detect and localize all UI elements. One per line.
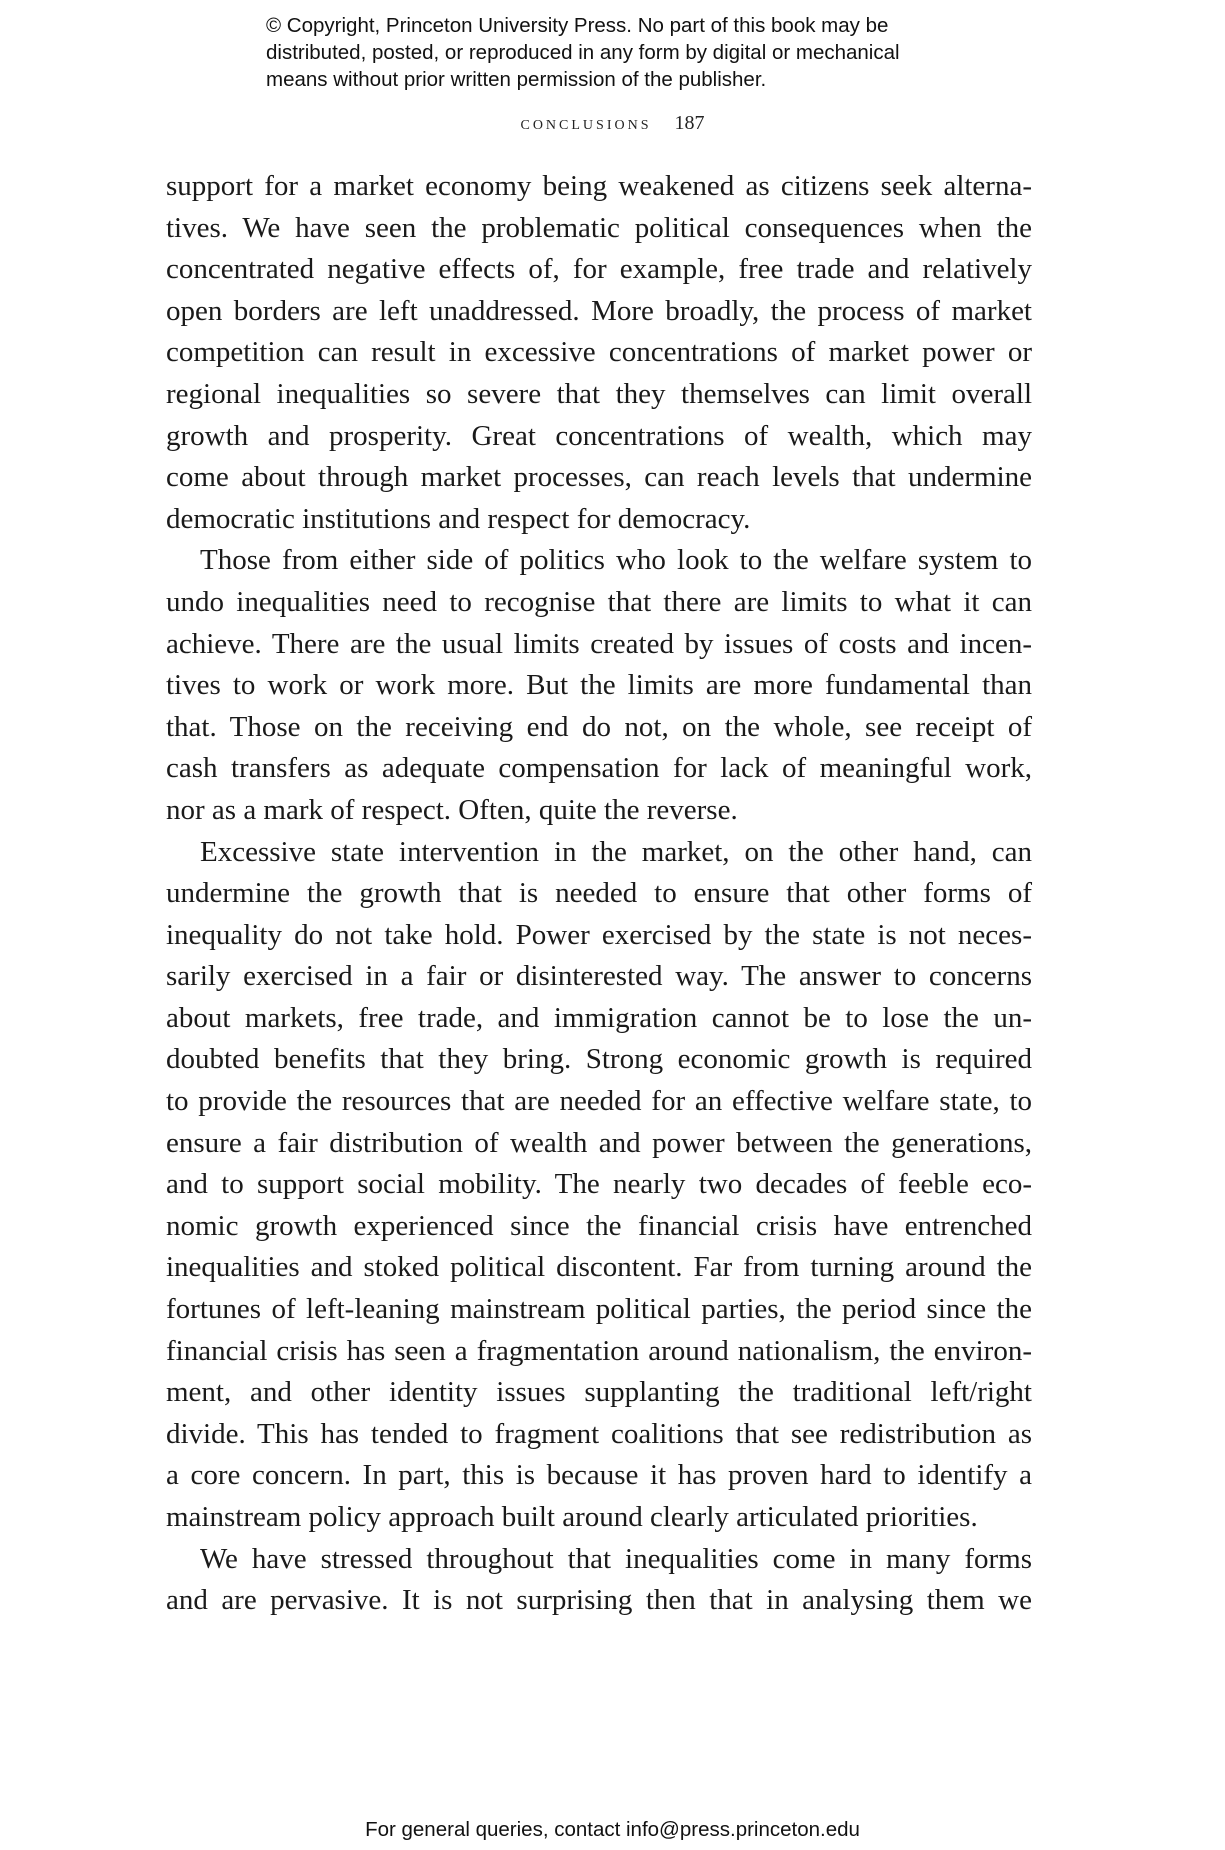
text-line: tives to work or work more. But the limits are more fundamental than [166, 669, 1032, 702]
copyright-notice [266, 12, 1026, 93]
page-number: 187 [674, 112, 705, 134]
text-line: mainstream policy approach built around clearly articulated priorities. [166, 1501, 978, 1533]
text-line: regional inequalities so severe that they themselves can limit overall [166, 377, 1032, 410]
text-line: doubted benefits that they bring. Strong economic growth is required [166, 1043, 1032, 1076]
text-line: fortunes of left-leaning mainstream political parties, the period since the [166, 1293, 1032, 1326]
text-line: ment, and other identity issues supplanting the traditional left/right [166, 1376, 1032, 1409]
text-line: nomic growth experienced since the financial crisis have entrenched [166, 1209, 1032, 1242]
footer-contact: For general queries, contact info@press.princeton.edu [365, 1818, 860, 1841]
paragraph [166, 1539, 1032, 1622]
copyright-line: © Copyright, Princeton University Press. No part of this book may be [266, 14, 889, 37]
text-line: that. Those on the receiving end do not, on the whole, see receipt of [166, 710, 1032, 743]
text-line: achieve. There are the usual limits created by issues of costs and incen- [166, 627, 1032, 660]
text-line: ensure a fair distribution of wealth and power between the generations, [166, 1126, 1032, 1159]
text-line: undermine the growth that is needed to ensure that other forms of [166, 877, 1032, 910]
text-line: growth and prosperity. Great concentrations of wealth, which may [166, 419, 1032, 452]
text-line: concentrated negative effects of, for example, free trade and relatively [166, 253, 1032, 286]
text-line: to provide the resources that are needed for an effective welfare state, to [166, 1085, 1032, 1118]
text-line: nor as a mark of respect. Often, quite the reverse. [166, 793, 738, 826]
text-line: and to support social mobility. The nearly two decades of feeble eco- [166, 1168, 1032, 1201]
paragraph [166, 832, 1032, 1539]
text-line: sarily exercised in a fair or disinterested way. The answer to concerns [166, 960, 1032, 993]
text-line: undo inequalities need to recognise that there are limits to what it can [166, 585, 1032, 618]
text-line: Excessive state intervention in the market, on the other hand, can [200, 835, 1032, 868]
text-line: inequalities and stoked political discontent. Far from turning around the [166, 1251, 1032, 1284]
text-line: democratic institutions and respect for democracy. [166, 502, 751, 535]
copyright-line: distributed, posted, or reproduced in any form by digital or mechanical [266, 41, 900, 64]
running-head [0, 112, 1225, 135]
copyright-line: means without prior written permission of the publisher. [266, 68, 767, 91]
text-line: Those from either side of politics who look to the welfare system to [200, 544, 1032, 577]
text-line: tives. We have seen the problematic political consequences when the [166, 211, 1032, 244]
text-line: support for a market economy being weakened as citizens seek alterna- [166, 170, 1032, 202]
text-line: inequality do not take hold. Power exercised by the state is not neces- [166, 918, 1032, 951]
body-text [166, 166, 1032, 1622]
text-line: a core concern. In part, this is because it has proven hard to identify a [166, 1459, 1032, 1492]
text-line: financial crisis has seen a fragmentation around nationalism, the environ- [166, 1334, 1032, 1367]
paragraph [166, 166, 1032, 540]
text-line: come about through market processes, can reach levels that undermine [166, 461, 1032, 494]
paragraph [166, 540, 1032, 831]
text-line: about markets, free trade, and immigration cannot be to lose the un- [166, 1001, 1032, 1034]
text-line: open borders are left unaddressed. More broadly, the process of market [166, 294, 1032, 327]
text-line: We have stressed throughout that inequalities come in many forms [200, 1542, 1032, 1575]
text-line: competition can result in excessive concentrations of market power or [166, 336, 1032, 369]
text-line: and are pervasive. It is not surprising then that in analysing them we [166, 1584, 1032, 1617]
text-line: divide. This has tended to fragment coalitions that see redistribution as [166, 1417, 1032, 1450]
chapter-title: conclusions [520, 112, 652, 134]
text-line: cash transfers as adequate compensation for lack of meaningful work, [166, 752, 1032, 785]
